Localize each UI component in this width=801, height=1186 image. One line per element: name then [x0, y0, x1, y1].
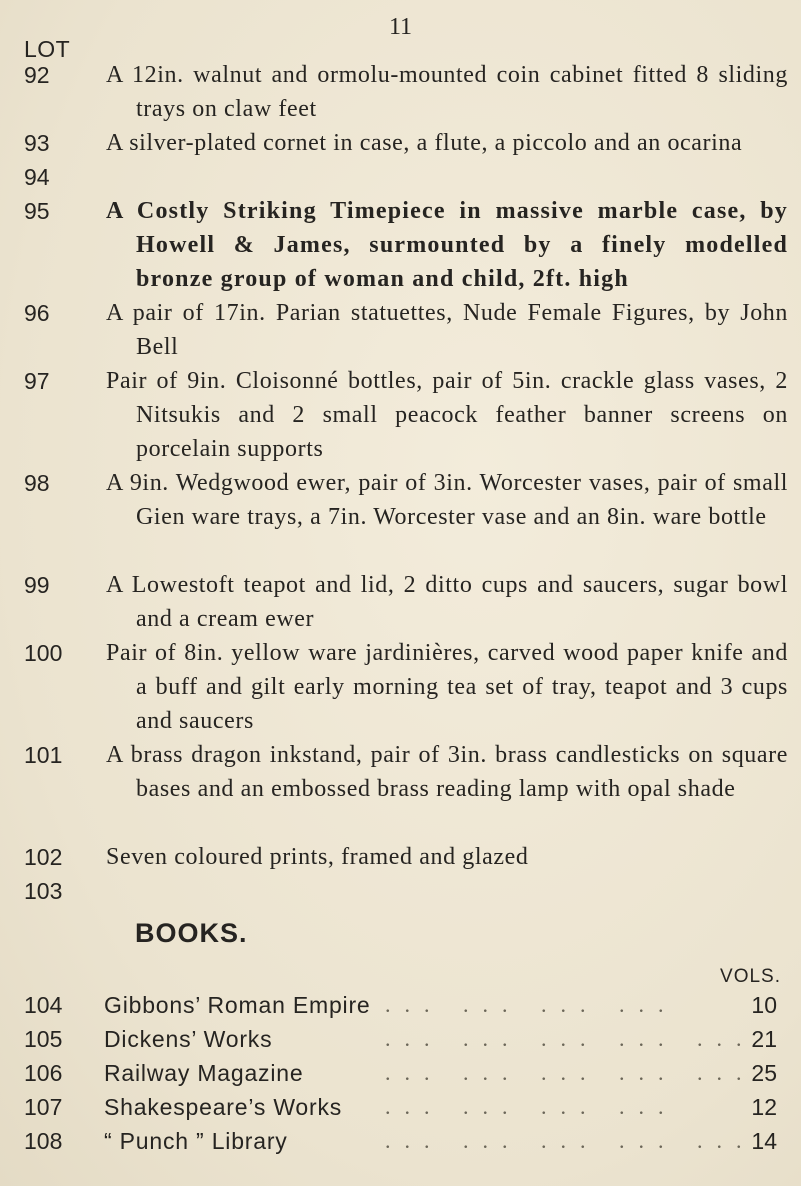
lot-description: Seven coloured prints, framed and glazed [106, 844, 529, 870]
lot-description: A 9in. Wedgwood ewer, pair of 3in. Worcester vases, pair of small Gien ware trays, a 7in. Worcester vase and an 8in. ware bottle [106, 470, 788, 530]
lot-description: Pair of 8in. yellow ware jardinières, carved wood paper knife and a buff and gilt early morning tea set of tray, teapot and 3 cups and saucers [106, 640, 788, 734]
book-row-107 [0, 1090, 801, 1124]
lot-number: 96 [24, 300, 50, 326]
book-volumes: 10 [751, 992, 777, 1018]
lot-description: A Lowestoft teapot and lid, 2 ditto cups and saucers, sugar bowl and a cream ewer [106, 572, 788, 632]
page-number: 11 [388, 14, 413, 40]
leader-dots: ... ... ... ... [385, 992, 678, 1017]
book-lot-number: 105 [24, 1026, 63, 1052]
lot-number: 94 [24, 164, 50, 190]
lot-description: A pair of 17in. Parian statuettes, Nude Female Figures, by John Bell [106, 300, 788, 360]
book-row-106 [0, 1056, 801, 1090]
lot-number: 101 [24, 742, 63, 768]
lot-description: A Costly Striking Timepiece in massive marble case, by Howell & James, surmounted by a finely modelled bronze group of woman and child, 2ft. high [106, 198, 788, 292]
book-row-105 [0, 1022, 801, 1056]
lot-description: A brass dragon inkstand, pair of 3in. brass candlesticks on square bases and an embossed brass reading lamp with opal shade [106, 742, 788, 802]
lot-number: 95 [24, 198, 50, 224]
lot-number: 93 [24, 130, 50, 156]
book-title: “ Punch ” Library [104, 1128, 288, 1154]
leader-dots: ... ... ... ... [385, 1094, 678, 1119]
book-lot-number: 108 [24, 1128, 63, 1154]
book-lot-number: 106 [24, 1060, 63, 1086]
leader-dots: ... ... ... ... ... [385, 1060, 756, 1085]
lot-description: Pair of 9in. Cloisonné bottles, pair of 5in. crackle glass vases, 2 Nitsukis and 2 small peacock feather banner screens on porcelain supports [106, 368, 788, 462]
book-lot-number: 107 [24, 1094, 63, 1120]
book-volumes: 21 [751, 1026, 777, 1052]
leader-dots: ... ... ... ... ... [385, 1026, 756, 1051]
lot-number: 99 [24, 572, 50, 598]
book-volumes: 12 [751, 1094, 777, 1120]
book-row-104 [0, 988, 801, 1022]
lot-number: 97 [24, 368, 50, 394]
lot-description: A silver-plated cornet in case, a flute, a piccolo and an ocarina [106, 130, 743, 156]
book-title: Railway Magazine [104, 1060, 304, 1086]
book-volumes: 25 [751, 1060, 777, 1086]
lot-number: 103 [24, 878, 63, 904]
lot-number: 92 [24, 62, 50, 88]
lot-number: 98 [24, 470, 50, 496]
book-lot-number: 104 [24, 992, 63, 1018]
book-title: Gibbons’ Roman Empire [104, 992, 371, 1018]
book-row-108 [0, 1124, 801, 1158]
book-title: Dickens’ Works [104, 1026, 273, 1052]
leader-dots: ... ... ... ... ... [385, 1128, 756, 1153]
lot-column-heading: LOT [24, 36, 71, 62]
vols-column-heading: VOLS. [720, 966, 781, 987]
book-volumes: 14 [751, 1128, 777, 1154]
lot-description: A 12in. walnut and ormolu-mounted coin cabinet fitted 8 sliding trays on claw feet [106, 62, 788, 122]
book-title: Shakespeare’s Works [104, 1094, 343, 1120]
lot-number: 100 [24, 640, 63, 666]
lot-number: 102 [24, 844, 63, 870]
books-section-heading: BOOKS. [135, 918, 248, 948]
